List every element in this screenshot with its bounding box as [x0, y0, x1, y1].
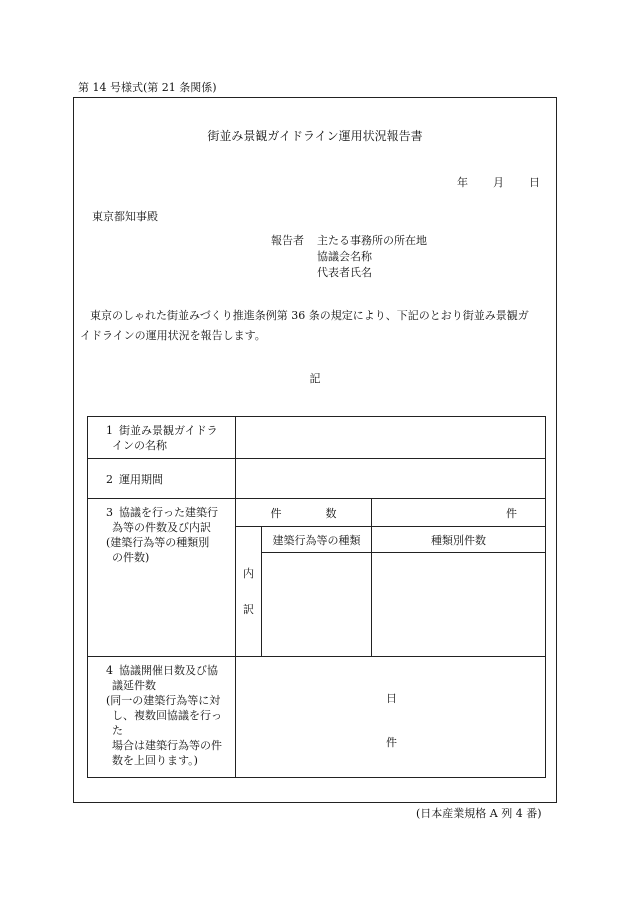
- footer-note: (日本産業規格 A 列 4 番): [416, 807, 542, 820]
- row4-label: 4 協議開催日数及び協 議延件数 (同一の建築行為等に対 し、複数回協議を行った 場合は建築行為等の件 数を上回ります。): [88, 657, 236, 778]
- col-header-count: 種類別件数: [372, 527, 546, 553]
- row2-label: 2 運用期間: [88, 459, 236, 499]
- body-line-1: 東京のしゃれた街並みづくり推進条例第 36 条の規定により、下記のとおり街並み景観ガ: [90, 309, 529, 322]
- count-unit: 件: [506, 506, 518, 520]
- body-paragraph: [80, 306, 550, 346]
- date-month: 月: [493, 176, 504, 189]
- col-header-type: 建築行為等の種類: [262, 527, 372, 553]
- reporter-label: 報告者: [271, 234, 304, 247]
- count-label-cell: 件 数: [236, 499, 372, 527]
- addressee: 東京都知事殿: [92, 210, 158, 223]
- date-day: 日: [529, 176, 540, 189]
- unit-day: 日: [386, 692, 397, 705]
- unit-ken: 件: [386, 736, 397, 749]
- reporter-address: 主たる事務所の所在地: [317, 234, 427, 247]
- table-row: [88, 499, 546, 527]
- row1-label: 1 街並み景観ガイドラ インの名称: [88, 417, 236, 459]
- count-field[interactable]: [372, 499, 546, 527]
- row3-label: 3 協議を行った建築行 為等の件数及び内訳 (建築行為等の種類別 の件数): [88, 499, 236, 657]
- report-table: [87, 416, 546, 778]
- breakdown-type-field[interactable]: [262, 553, 372, 657]
- operation-period-field[interactable]: [236, 459, 546, 499]
- reporter-council-name: 協議会名称: [317, 250, 372, 263]
- reporter-representative: 代表者氏名: [317, 266, 372, 279]
- date-year: 年: [457, 176, 468, 189]
- guideline-name-field[interactable]: [236, 417, 546, 459]
- breakdown-label: 内 訳: [236, 527, 262, 657]
- body-line-2: イドラインの運用状況を報告します。: [80, 329, 266, 342]
- document-title: 街並み景観ガイドライン運用状況報告書: [207, 129, 423, 143]
- ki-heading: 記: [309, 372, 321, 385]
- form-number-label: 第 14 号様式(第 21 条関係): [78, 81, 217, 94]
- table-row: [88, 657, 546, 778]
- table-row: [88, 417, 546, 459]
- table-row: [88, 459, 546, 499]
- breakdown-count-field[interactable]: [372, 553, 546, 657]
- meetings-field[interactable]: [236, 657, 546, 778]
